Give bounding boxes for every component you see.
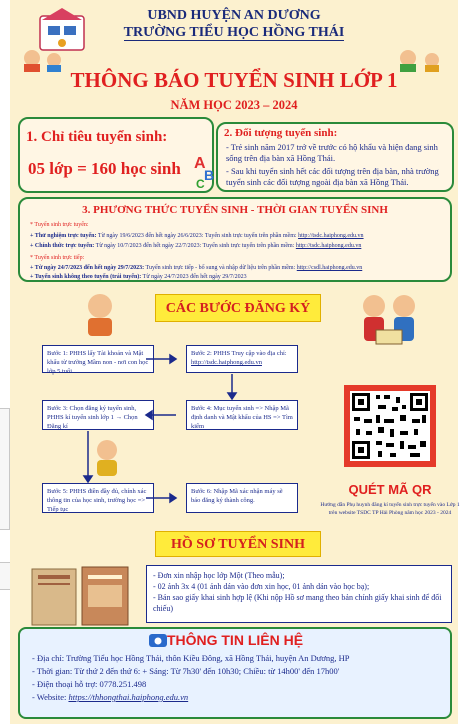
online-label: * Tuyển sinh trực tuyến:	[30, 222, 89, 228]
poster	[10, 0, 458, 724]
arrow-down-icon	[228, 393, 236, 399]
target-text-1: - Trẻ sinh năm 2017 trở về trước có hộ khẩu và hiện đang sinh sống trên địa bàn xã Hồng Thái.	[226, 142, 438, 163]
row3-label: + Từ ngày 24/7/2023 đến hết ngày 29/7/2023:	[30, 265, 145, 271]
row2-text: Từ ngày 10/7/2023 đến hết ngày 22/7/2023: Tuyển sinh trực tuyến trên phần mềm:	[94, 243, 296, 249]
arrow-right-icon	[170, 355, 176, 363]
quota-box	[18, 117, 214, 193]
arrow-left-icon	[146, 411, 152, 419]
documents-illustration-icon	[24, 563, 136, 629]
target-text-2: - Sau khi tuyển sinh hết các đối tượng trên địa bàn, nhà trường tuyển sinh các đối tượng ngoài địa bàn xã Hồng Thái.	[226, 166, 439, 187]
svg-text:C: C	[196, 177, 205, 190]
dossier-box	[146, 565, 452, 623]
qr-code-icon[interactable]	[344, 385, 436, 467]
kids-reading-icon	[350, 286, 430, 366]
step-6: Bước 6: Nhập Mã xác nhận máy sẽ báo đăng ký thành công.	[186, 483, 298, 513]
contact-box	[18, 627, 452, 719]
method-heading: 3. PHƯƠNG THỨC TUYỂN SINH - THỜI GIAN TUYỂN SINH	[82, 204, 388, 216]
quota-heading: 1. Chỉ tiêu tuyển sinh:	[26, 129, 168, 145]
side-panel-edge-lower	[0, 562, 10, 590]
arrow-down-icon-2	[84, 476, 92, 482]
row1-link[interactable]: http://tsdc.haiphong.edu.vn	[298, 233, 364, 239]
row2-label: + Chính thức trực tuyến:	[30, 243, 95, 249]
poster-title: THÔNG BÁO TUYỂN SINH LỚP 1	[70, 68, 398, 92]
school-name	[10, 25, 458, 41]
qr-label: QUÉT MÃ QR	[348, 482, 432, 497]
step-1: Bước 1: PHHS lấy Tài khoản và Mật khẩu từ trường Mầm non - nơi con học lớp 5 tuổi.	[42, 345, 154, 373]
district-name: UBND HUYỆN AN DƯƠNG	[147, 8, 321, 23]
direct-label: * Tuyển sinh trực tiếp:	[30, 255, 85, 261]
qr-pattern	[350, 391, 430, 461]
method-row-1	[30, 232, 364, 240]
method-row-2	[30, 242, 361, 250]
method-box	[18, 197, 452, 282]
dossier-heading: HỒ SƠ TUYỂN SINH	[155, 531, 321, 557]
row3-link[interactable]: http://csdl.haiphong.edu.vn	[296, 265, 363, 271]
side-panel-edge	[0, 408, 10, 530]
step-3: Bước 3: Chọn đăng ký tuyển sinh, PHHS kí tuyển sinh lớp 1 → Chọn Đăng kí	[42, 400, 154, 430]
method-row-3	[30, 264, 362, 272]
contact-time: - Thời gian: Từ thứ 2 đến thứ 6: + Sáng: Từ 7h30' đến 10h30; Chiều: từ 14h00' đến 17h00'	[32, 666, 340, 676]
step-2-text: Bước 2: PHHS Truy cập vào địa chỉ:	[191, 350, 287, 357]
dossier-item-3: - Bản sao giấy khai sinh hợp lệ (Khi nộp Hồ sơ mang theo bản chính giấy khai sinh để đối chiếu)	[153, 593, 442, 613]
target-heading: 2. Đối tượng tuyển sinh:	[224, 127, 338, 139]
contact-heading: THÔNG TIN LIÊN HỆ	[166, 632, 304, 648]
child-illustration-icon	[82, 436, 132, 476]
contact-address: - Địa chỉ: Trường Tiểu học Hồng Thái, thôn Kiều Đông, xã Hồng Thái, huyện An Dương, HP	[32, 653, 350, 663]
svg-text:A: A	[194, 155, 206, 172]
target-box	[216, 122, 454, 192]
steps-heading: CÁC BƯỚC ĐĂNG KÝ	[155, 294, 321, 322]
row2-link[interactable]: http://tsdc.haiphong.edu.vn	[295, 243, 362, 249]
quota-value: 05 lớp = 160 học sinh	[28, 159, 181, 178]
svg-text:B: B	[204, 167, 215, 183]
boy-illustration-icon	[70, 290, 130, 336]
row3-text: Tuyển sinh trực tiếp - bổ sung và nhập dữ liệu trên phần mềm:	[144, 265, 297, 271]
step-2-link[interactable]: http://tsdc.haiphong.edu.vn	[191, 359, 262, 366]
arrow-right-icon-2	[170, 494, 176, 502]
step-4: Bước 4: Mục tuyển sinh => Nhập Mã định danh và Mật khẩu của HS => Tìm kiếm	[186, 400, 298, 430]
step-5: Bước 5: PHHS điền đầy đủ, chính xác thông tin của học sinh, trường học => Tiếp tục	[42, 483, 154, 513]
website-label: - Website:	[32, 692, 69, 702]
contact-phone: - Điện thoại hỗ trợ: 0778.251.498	[32, 679, 147, 689]
contact-website-row	[32, 692, 188, 703]
dossier-item-1: - Đơn xin nhập học lớp Một (Theo mẫu);	[153, 571, 285, 580]
qr-note: Hướng dẫn Phụ huynh đăng kí tuyển sinh trực tuyến vào Lớp 1 trên website TSDC TP Hải Phòng năm học 2023 - 2024	[320, 502, 460, 516]
row4-text: Từ ngày 24/7/2023 đến hết ngày 29/7/2023	[141, 274, 247, 280]
dossier-item-2: - 02 ảnh 3x 4 (01 ảnh dán vào đơn xin học, 01 ảnh dán vào học bạ);	[153, 582, 370, 591]
method-row-4	[30, 273, 247, 281]
school-year: NĂM HỌC 2023 – 2024	[170, 98, 298, 112]
row1-label: + Thử nghiệm trực tuyến:	[30, 233, 97, 239]
row4-label: + Tuyển sinh không theo tuyến (trái tuyến):	[30, 274, 142, 280]
school-name-text: TRƯỜNG TIỂU HỌC HỒNG THÁI	[123, 25, 345, 40]
website-link[interactable]: https://thhongthai.haiphong.edu.vn	[68, 692, 189, 702]
row1-text: Từ ngày 19/6/2023 đến hết ngày 26/6/2023: Tuyển sinh trực tuyến trên phần mềm:	[96, 233, 299, 239]
step-arrows	[10, 340, 310, 520]
